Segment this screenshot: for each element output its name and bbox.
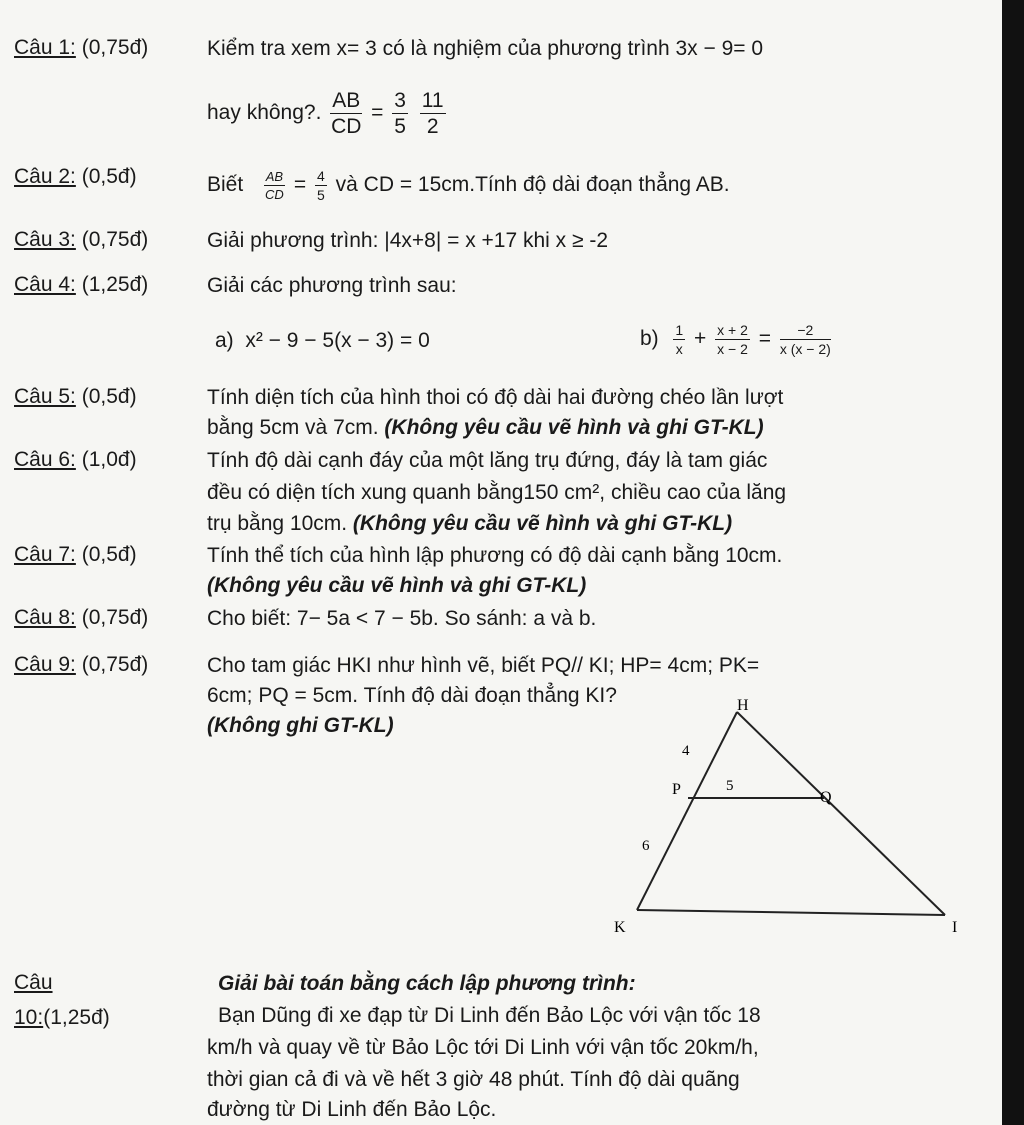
q10-line4: đường từ Di Linh đến Bảo Lộc. bbox=[207, 1098, 497, 1121]
q2-line: Biết $\frac{AB}{CD}$ = $\frac{4}{5}$ và CD = 15cm.Tính độ dài đoạn thẳng AB. bbox=[207, 167, 730, 203]
q2-label: Câu 2: (0,5đ) bbox=[14, 165, 137, 188]
q2-frac-4-5: $\frac{4}{5}$ bbox=[317, 167, 325, 203]
q1-label: Câu 1: (0,75đ) bbox=[14, 36, 149, 59]
q5-label: Câu 5: (0,5đ) bbox=[14, 385, 137, 408]
length-hp: 4 bbox=[682, 743, 690, 759]
q8-label: Câu 8: (0,75đ) bbox=[14, 606, 149, 629]
q1-frac-11-2: $\frac{11}{2}$ bbox=[421, 88, 444, 138]
q10-line1: Bạn Dũng đi xe đạp từ Di Linh đến Bảo Lộc với vận tốc 18 bbox=[218, 1004, 761, 1027]
length-pk: 6 bbox=[642, 838, 650, 854]
q9-line2: 6cm; PQ = 5cm. Tính độ dài đoạn thẳng KI? bbox=[207, 684, 617, 707]
q4a: a) x² − 9 − 5(x − 3) = 0 bbox=[215, 329, 430, 352]
label-k: K bbox=[614, 919, 626, 936]
q10-line3: thời gian cả đi và về hết 3 giờ 48 phút. Tính độ dài quãng bbox=[207, 1068, 740, 1091]
label-h: H bbox=[737, 697, 749, 714]
edge-ki bbox=[637, 910, 945, 915]
q3-text: Giải phương trình: |4x+8| = x +17 khi x ≥ -2 bbox=[207, 229, 609, 252]
label-q: Q bbox=[820, 789, 832, 806]
q9-label: Câu 9: (0,75đ) bbox=[14, 653, 149, 676]
q1-line2: hay không?. $\frac{AB}{CD}$ = $\frac{3}{5}$ $\frac{11}{2}$ bbox=[207, 88, 444, 138]
q4-text: Giải các phương trình sau: bbox=[207, 274, 457, 297]
q5-line1: Tính diện tích của hình thoi có độ dài hai đường chéo lần lượt bbox=[207, 386, 784, 409]
q7-line2: (Không yêu cầu vẽ hình và ghi GT-KL) bbox=[207, 574, 587, 597]
q5-line2: bằng 5cm và 7cm. (Không yêu cầu vẽ hình và ghi GT-KL) bbox=[207, 416, 764, 439]
q10-label-b: 10:(1,25đ) bbox=[14, 1006, 110, 1029]
q8-text: Cho biết: 7− 5a < 7 − 5b. So sánh: a và b. bbox=[207, 607, 597, 630]
q1-frac-ab-cd: $\frac{AB}{CD}$ bbox=[331, 88, 362, 138]
edge-hi bbox=[737, 712, 945, 915]
q4-label: Câu 4: (1,25đ) bbox=[14, 273, 149, 296]
q4b-frac1: $\frac{1}{x}$ bbox=[675, 321, 684, 357]
q4b: b) $\frac{1}{x}$ + $\frac{x + 2}{x - 2}$ = $\frac{-2}{x (x - 2)}$ bbox=[640, 321, 831, 357]
q6-line3: trụ bằng 10cm. (Không yêu cầu vẽ hình và ghi GT-KL) bbox=[207, 512, 733, 535]
q6-line2: đều có diện tích xung quanh bằng150 cm², chiều cao của lăng bbox=[207, 481, 787, 504]
q4b-frac2: $\frac{x + 2}{x - 2}$ bbox=[717, 321, 748, 357]
q9-line1: Cho tam giác HKI như hình vẽ, biết PQ// KI; HP= 4cm; PK= bbox=[207, 654, 760, 677]
length-pq: 5 bbox=[726, 778, 734, 794]
q10-line2: km/h và quay về từ Bảo Lộc tới Di Linh với vận tốc 20km/h, bbox=[207, 1036, 759, 1059]
label-i: I bbox=[952, 919, 958, 936]
triangle-figure bbox=[600, 690, 980, 950]
q4b-frac3: $\frac{-2}{x (x - 2)}$ bbox=[779, 321, 831, 357]
q2-frac-ab-cd: $\frac{AB}{CD}$ bbox=[264, 168, 284, 202]
q6-label: Câu 6: (1,0đ) bbox=[14, 448, 137, 471]
q10-label-a: Câu bbox=[14, 971, 53, 994]
label-p: P bbox=[672, 781, 681, 798]
q9-line3: (Không ghi GT-KL) bbox=[207, 714, 394, 737]
edge-kh bbox=[637, 712, 737, 910]
q7-line1: Tính thể tích của hình lập phương có độ dài cạnh bằng 10cm. bbox=[207, 544, 783, 567]
q1-line1: Kiểm tra xem x= 3 có là nghiệm của phương trình 3x − 9= 0 bbox=[207, 37, 764, 60]
q3-label: Câu 3: (0,75đ) bbox=[14, 228, 149, 251]
q10-title: Giải bài toán bằng cách lập phương trình: bbox=[218, 972, 636, 995]
q6-line1: Tính độ dài cạnh đáy của một lăng trụ đứng, đáy là tam giác bbox=[207, 449, 768, 472]
q7-label: Câu 7: (0,5đ) bbox=[14, 543, 137, 566]
q1-frac-3-5: $\frac{3}{5}$ bbox=[394, 88, 406, 138]
